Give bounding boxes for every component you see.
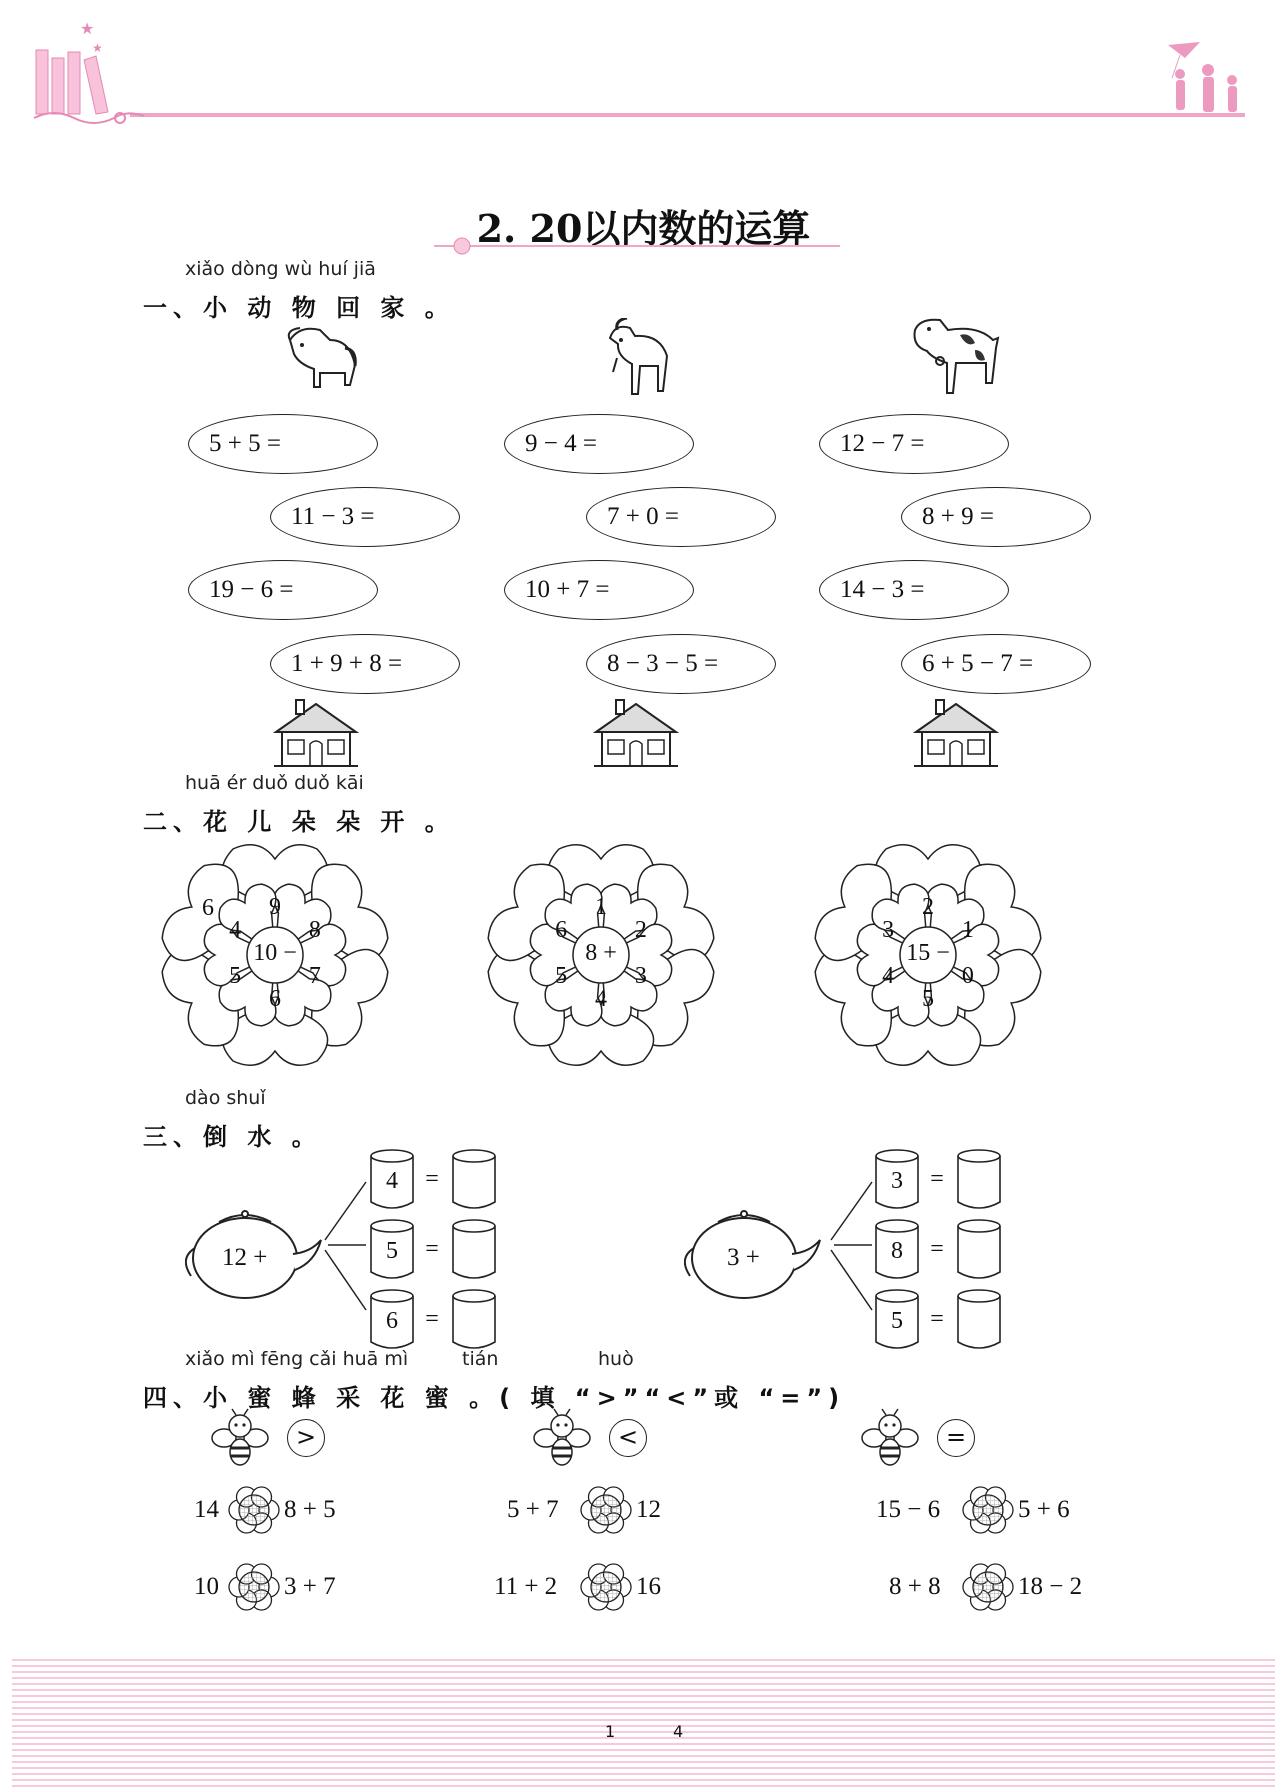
symbol-circle: > xyxy=(287,1419,325,1457)
answer-cup[interactable] xyxy=(957,1288,1001,1350)
answer-flower[interactable] xyxy=(962,1484,1014,1536)
flower-number: 4 xyxy=(229,917,242,943)
equals-sign: = xyxy=(930,1306,944,1332)
flower-number: 9 xyxy=(269,894,281,920)
page-title: 2. 20以内数的运算 xyxy=(476,206,811,251)
symbol-circle: < xyxy=(609,1419,647,1457)
cup: 4 xyxy=(370,1148,414,1210)
equation-oval: 12 − 7 = xyxy=(819,414,1009,474)
page-number-digit: 1 xyxy=(605,1722,616,1741)
answer-flower[interactable] xyxy=(228,1484,280,1536)
answer-flower[interactable] xyxy=(962,1561,1014,1613)
flower-number: 8 xyxy=(308,917,321,943)
compare-left: 5 + 7 xyxy=(507,1496,559,1523)
compare-left: 10 xyxy=(194,1573,219,1600)
books-icon xyxy=(34,21,144,123)
section-4-pinyin-huo: huò xyxy=(598,1348,634,1370)
cup: 5 xyxy=(370,1218,414,1280)
answer-cup[interactable] xyxy=(452,1288,496,1350)
goat-icon xyxy=(595,318,675,408)
equation-oval: 11 − 3 = xyxy=(270,487,460,547)
compare-right: 12 xyxy=(636,1496,661,1523)
compare-left: 8 + 8 xyxy=(889,1573,941,1600)
flower-number: 5 xyxy=(229,963,242,989)
house-icon xyxy=(588,698,684,770)
equation-oval: 9 − 4 = xyxy=(504,414,694,474)
equation-oval: 1 + 9 + 8 = xyxy=(270,634,460,694)
section-1-pinyin: xiǎo dòng wù huí jiā xyxy=(185,258,376,280)
equals-sign: = xyxy=(930,1236,944,1262)
cup: 6 xyxy=(370,1288,414,1350)
answer-flower[interactable] xyxy=(580,1484,632,1536)
flower-number: 0 xyxy=(961,963,974,989)
cup: 8 xyxy=(875,1218,919,1280)
section-3-heading: 三、倒 水 。 xyxy=(143,1123,322,1151)
section-2-pinyin: huā ér duǒ duǒ kāi xyxy=(185,772,364,794)
answer-cup[interactable] xyxy=(957,1218,1001,1280)
symbol-circle: = xyxy=(937,1419,975,1457)
house-icon xyxy=(908,698,1004,770)
equals-sign: = xyxy=(425,1236,439,1262)
answer-cup[interactable] xyxy=(452,1218,496,1280)
flower-number: 4 xyxy=(882,963,895,989)
section-4-pinyin: xiǎo mì fēng cǎi huā mì xyxy=(185,1348,409,1370)
children-kite-icon xyxy=(1168,42,1237,112)
flower-number: 5 xyxy=(922,986,934,1012)
flower-number: 5 xyxy=(555,963,568,989)
equation-oval: 19 − 6 = xyxy=(188,560,378,620)
answer-cup[interactable] xyxy=(957,1148,1001,1210)
flower-center-label: 10 − xyxy=(253,940,297,966)
compare-right: 8 + 5 xyxy=(284,1496,336,1523)
compare-right: 5 + 6 xyxy=(1018,1496,1070,1523)
equation-oval: 6 + 5 − 7 = xyxy=(901,634,1091,694)
cow-icon xyxy=(905,315,1005,410)
bee-icon xyxy=(210,1408,270,1472)
section-4-pinyin-tian: tián xyxy=(462,1348,499,1370)
equation-oval: 14 − 3 = xyxy=(819,560,1009,620)
page-number-digit: 4 xyxy=(673,1722,684,1741)
equals-sign: = xyxy=(930,1166,944,1192)
flower-number: 2 xyxy=(634,917,647,943)
flower-center-label: 15 − xyxy=(906,940,950,966)
compare-right: 18 − 2 xyxy=(1018,1573,1083,1600)
flower-center-label: 8 + xyxy=(585,940,617,966)
section-3-pinyin: dào shuǐ xyxy=(185,1087,266,1109)
cup: 3 xyxy=(875,1148,919,1210)
flower-number: 6 xyxy=(269,986,281,1012)
section-4-heading: 四、小 蜜 蜂 采 花 蜜 。( 填 “>”“<”或 “=”) xyxy=(143,1384,846,1412)
section-1-heading: 一、小 动 物 回 家 。 xyxy=(143,294,455,322)
compare-right: 16 xyxy=(636,1573,661,1600)
equation-oval: 5 + 5 = xyxy=(188,414,378,474)
flower-outer-number: 6 xyxy=(202,895,214,921)
equals-sign: = xyxy=(425,1306,439,1332)
svg-text:★: ★ xyxy=(80,21,95,38)
answer-flower[interactable] xyxy=(580,1561,632,1613)
svg-text:★: ★ xyxy=(92,41,103,55)
pour-lines xyxy=(320,1170,370,1330)
equation-oval: 7 + 0 = xyxy=(586,487,776,547)
flower-number: 3 xyxy=(882,917,895,943)
equation-oval: 8 + 9 = xyxy=(901,487,1091,547)
flower-number: 2 xyxy=(922,894,934,920)
title-underline xyxy=(420,236,840,256)
flower-number: 7 xyxy=(308,963,321,989)
header-decoration xyxy=(0,0,1287,140)
footer-stripes xyxy=(12,1655,1275,1789)
bee-icon xyxy=(532,1408,592,1472)
section-2-heading: 二、花 儿 朵 朵 开 。 xyxy=(143,808,455,836)
compare-left: 15 − 6 xyxy=(876,1496,941,1523)
flower-number: 1 xyxy=(961,917,974,943)
cup: 5 xyxy=(875,1288,919,1350)
compare-right: 3 + 7 xyxy=(284,1573,336,1600)
pony-icon xyxy=(270,320,360,400)
teapot-label: 3 + xyxy=(727,1244,760,1271)
flower-number: 1 xyxy=(595,894,607,920)
flower-number: 6 xyxy=(555,917,568,943)
flower-number: 4 xyxy=(595,986,607,1012)
flower-number: 3 xyxy=(634,963,647,989)
pour-lines xyxy=(826,1170,876,1330)
teapot-label: 12 + xyxy=(222,1244,268,1271)
answer-flower[interactable] xyxy=(228,1561,280,1613)
equation-oval: 8 − 3 − 5 = xyxy=(586,634,776,694)
house-icon xyxy=(268,698,364,770)
compare-left: 14 xyxy=(194,1496,219,1523)
answer-cup[interactable] xyxy=(452,1148,496,1210)
compare-left: 11 + 2 xyxy=(494,1573,558,1600)
equals-sign: = xyxy=(425,1166,439,1192)
bee-icon xyxy=(860,1408,920,1472)
equation-oval: 10 + 7 = xyxy=(504,560,694,620)
